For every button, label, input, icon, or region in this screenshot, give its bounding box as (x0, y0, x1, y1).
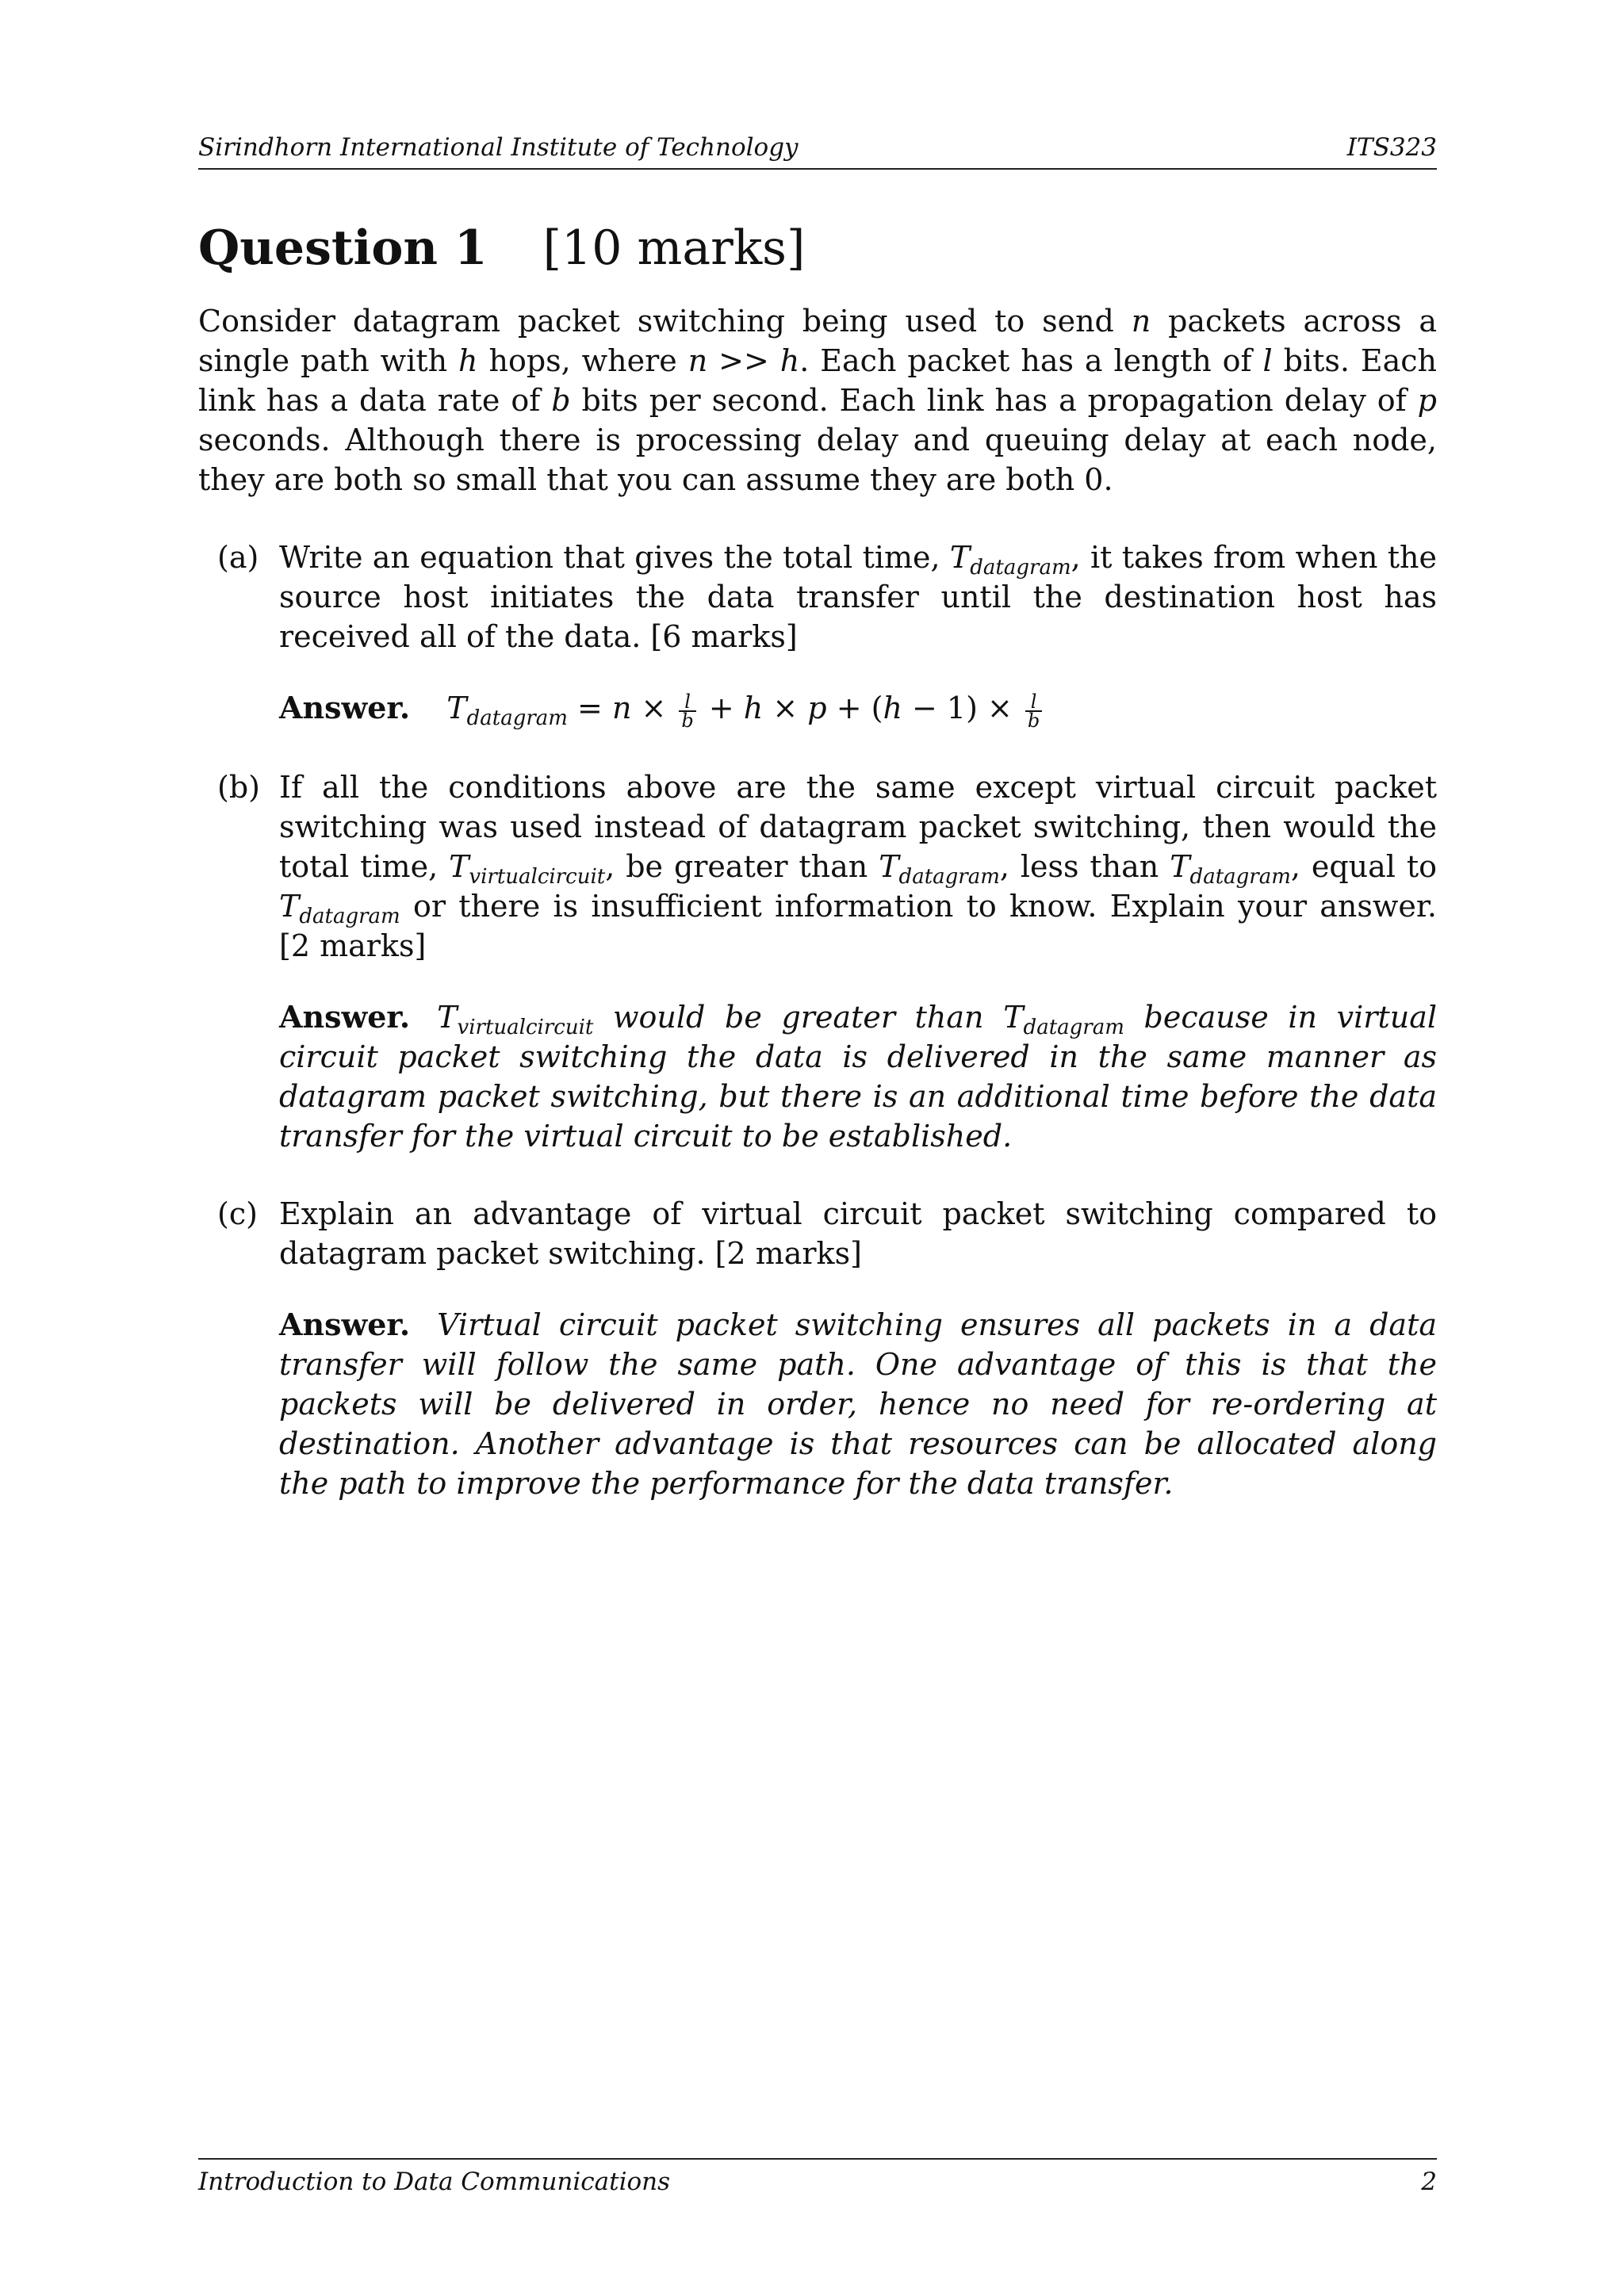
subscript: datagram (466, 706, 568, 730)
footer-course-name: Introduction to Data Communications (198, 2168, 671, 2196)
subscript: datagram (1023, 1015, 1124, 1039)
question-text: , less than (999, 848, 1170, 884)
var-T: T (437, 999, 458, 1035)
part-a-question (279, 538, 1437, 656)
answer-text: Virtual circuit packet switching ensures all packets in a data transfer will follow the same path. One advantage of this is that the packets will be delivered in order, hence no need for re-ordering at destination. Another advantage is that resources can be allocated along the path to improve the performance for the data transfer. (279, 1307, 1437, 1501)
numerator: l (1025, 693, 1042, 712)
operator: + ( (826, 691, 883, 725)
var-T: T (879, 848, 899, 884)
var-T: T (279, 888, 300, 924)
subscript: virtualcircuit (469, 864, 606, 889)
answer-text (279, 1000, 1437, 1154)
question-intro (198, 301, 1437, 499)
denominator: b (681, 709, 694, 732)
answer-label: Answer. (279, 1306, 411, 1342)
var-T: T (446, 691, 467, 725)
subscript: datagram (1189, 864, 1291, 889)
var-b: b (551, 383, 571, 418)
var-l: l (1262, 343, 1273, 378)
intro-text: . Each packet has a length of (799, 343, 1263, 378)
numerator: l (679, 693, 695, 712)
var-n: n (611, 691, 632, 725)
var-T: T (949, 540, 971, 575)
intro-text: packets across a single path with (198, 304, 1437, 378)
part-c-answer (279, 1305, 1437, 1503)
answer-text-part: would be greater than (593, 999, 1004, 1035)
subscript: datagram (970, 556, 1071, 580)
part-b-answer (279, 997, 1437, 1156)
operator: >> (707, 343, 780, 378)
subscript: virtualcircuit (457, 1015, 594, 1039)
page-header (198, 133, 1437, 170)
page-footer (198, 2158, 1437, 2196)
fraction-l-over-b (1025, 690, 1042, 732)
part-a-answer (279, 688, 1437, 732)
datagram-formula (446, 690, 1045, 732)
subscript: datagram (299, 904, 400, 928)
operator: = (567, 691, 612, 725)
part-b (217, 767, 1438, 1156)
var-p: p (1417, 383, 1437, 418)
question-marks: [10 marks] (542, 220, 806, 276)
operator: × (763, 691, 808, 725)
var-h: h (743, 691, 764, 725)
part-c (217, 1194, 1437, 1503)
subscript: datagram (898, 864, 1000, 889)
intro-text: Consider datagram packet switching being used to send (198, 304, 1132, 339)
operator: + (699, 691, 744, 725)
operator: × (631, 691, 676, 725)
intro-text: seconds. Although there is processing delay and queuing delay at each node, they are both so small that you can assume they are both 0. (198, 423, 1437, 497)
part-a (217, 538, 1437, 732)
part-c-question: Explain an advantage of virtual circuit packet switching compared to datagram packet switching. [2 marks] (279, 1196, 1437, 1271)
var-h: h (883, 691, 902, 725)
answer-label: Answer. (279, 690, 411, 725)
header-course-code: ITS323 (1346, 133, 1437, 162)
var-n: n (1131, 304, 1151, 339)
intro-text: bits. Each link has a data rate of (198, 343, 1438, 418)
question-text: , it takes from when the source host initiates the data transfer until the destination host has received all of the data. [6 marks] (279, 540, 1437, 654)
question-text: , be greater than (605, 848, 879, 884)
answer-text-part: because in virtual circuit packet switching the data is delivered in the same manner as datagram packet switching, but there is an additional time before the data transfer for the virtual circuit to be established. (279, 999, 1437, 1154)
part-b-label: (b) (217, 769, 260, 805)
header-institution: Sirindhorn International Institute of Technology (198, 133, 799, 162)
question-title (198, 222, 1437, 274)
question-text: If all the conditions above are the same except virtual circuit packet switching was used instead of datagram packet switching, then would the total time, (279, 769, 1437, 884)
question-text: , equal to (1290, 848, 1438, 884)
var-T: T (1003, 999, 1024, 1035)
denominator: b (1027, 709, 1040, 732)
var-h: h (779, 343, 800, 378)
var-p: p (807, 691, 827, 725)
page-content (198, 222, 1437, 1503)
question-text: or there is insufficient information to know. Explain your answer. [2 marks] (279, 888, 1437, 963)
operator: − 1) × (902, 691, 1022, 725)
part-a-label: (a) (217, 540, 259, 575)
var-T: T (1170, 848, 1190, 884)
part-c-label: (c) (217, 1196, 258, 1231)
intro-text: hops, where (477, 343, 688, 378)
question-number: Question 1 (198, 220, 488, 276)
question-text: Write an equation that gives the total time, (279, 540, 950, 575)
var-n: n (688, 343, 708, 378)
page-number: 2 (1421, 2168, 1437, 2196)
var-T: T (449, 848, 469, 884)
fraction-l-over-b (679, 690, 695, 732)
var-h: h (458, 343, 478, 378)
part-b-question (279, 767, 1437, 966)
answer-label: Answer. (279, 998, 411, 1035)
intro-text: bits per second. Each link has a propagation delay of (570, 383, 1418, 418)
